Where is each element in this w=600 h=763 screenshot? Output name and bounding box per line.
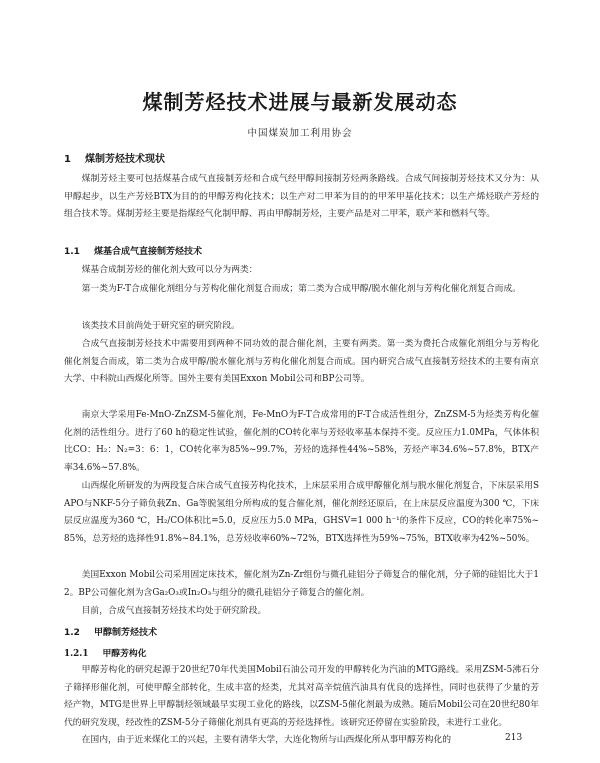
section-title: 甲醇制芳烃技术 [93, 628, 157, 638]
section-number: 1.2.1 [64, 649, 89, 659]
paragraph-domestic-research: 在国内，由于近来煤化工的兴起，主要有清华大学，大连化物所与山西煤化所从事甲醇芳构化的 [81, 735, 452, 745]
section-number: 1 [64, 154, 71, 165]
section-number: 1.2 [64, 628, 80, 638]
section-heading-1 [64, 150, 165, 165]
article-title: 煤制芳烃技术进展与最新发展动态 [142, 90, 458, 114]
paragraph-catalyst-types: 煤基合成制芳烃的催化剂大致可以分为两类： [81, 265, 258, 275]
page-number: 213 [505, 733, 523, 743]
paragraph-shanxi-institute: 山西煤化所研发的为两段复合床合成气直接芳构化技术，上床层采用合成甲醇催化剂与脱水催化剂复合，下床层采用SAPO与NKF-5分子筛负载Zn、Ga等脱氢组分所构成的复合催化剂，催化剂经还原后，在上床层反应温度为300 ℃，下床层反应温度为360 ℃，H₂/CO体积比=5.0，反应压力5.0 MPa，GHSV=1 000 h⁻¹的条件下反应，CO的转化率75%~85%，总芳烃的选择性91.8%~84.1%，总芳烃收率60%~72%，BTX选择性为59%~75%，BTX收率为42%~50%。 [64, 481, 539, 544]
section-heading-1-1 [64, 244, 202, 257]
author-organization: 中国煤炭加工利用协会 [247, 128, 353, 139]
section-number: 1.1 [64, 247, 80, 257]
section-title: 煤基合成气直接制芳烃技术 [93, 247, 202, 257]
paragraph-current-status: 目前，合成气直接制芳烃技术均处于研究阶段。 [81, 606, 267, 616]
paragraph-exxon-bp: 美国Exxon Mobil公司采用固定床技术，催化剂为Zn-Zr组份与微孔硅铝分子筛复合的催化剂，分子筛的硅铝比大于12。BP公司催化剂为含Ga₂O₃或In₂O₃与组分的微孔硅铝分子筛复合的催化剂。 [64, 570, 539, 598]
paragraph-intro: 煤制芳烃主要可包括煤基合成气直接制芳烃和合成气经甲醇间接制芳烃两条路线。合成气间接制芳烃技术又分为：从甲醇起步，以生产芳烃BTX为目的的甲醇芳构化技术；以生产对二甲苯为目的的甲苯甲基化技术；以生产烯烃联产芳烃的组合技术等。煤制芳烃主要是指煤经气化制甲醇、再由甲醇制芳烃，主要产品是对二甲苯，联产苯和燃料气等。 [64, 174, 539, 220]
paragraph-catalyst-classes: 第一类为F-T合成催化剂组分与芳构化催化剂复合而成；第二类为合成甲醇/脱水催化剂与芳构化催化剂复合而成。 [81, 284, 522, 294]
section-title: 煤制芳烃技术现状 [84, 154, 165, 165]
paragraph-mtg-history: 甲醇芳构化的研究起源于20世纪70年代美国Mobil石油公司开发的甲醇转化为汽油的MTG路线。采用ZSM-5沸石分子筛择形催化剂，可使甲醇全部转化，生成丰富的烃类，尤其对高辛烷值汽油具有优良的选择性，同时也获得了少量的芳烃产物，MTG是世界上甲醇制烃领域最早实现工业化的路线，以ZSM-5催化剂最为成熟。随后Mobil公司在20世纪80年代的研究发现，经改性的ZSM-5分子筛催化剂具有更高的芳烃选择性。该研究还停留在实验阶段，未进行工业化。 [64, 665, 539, 728]
section-heading-1-2-1 [64, 646, 147, 659]
section-title: 甲醇芳构化 [102, 649, 147, 659]
paragraph-research-stage: 该类技术目前尚处于研究室的研究阶段。 [81, 321, 240, 331]
paragraph-nanjing-university: 南京大学采用Fe-MnO-ZnZSM-5催化剂，Fe-MnO为F-T合成常用的F-T合成活性组分，ZnZSM-5为烃类芳构化催化剂的活性组分。进行了60 h的稳定性试验，催化剂的CO转化率与芳烃收率基本保持不变。反应压力1.0MPa，气体体积比CO：H₂：N₂=3：6：1，CO转化率为85%~99.7%，芳烃的选择性44%~58%，芳烃产率34.6%~57.8%，BTX产率34.6%~57.8%。 [64, 410, 539, 473]
paragraph-mixed-catalyst: 合成气直接制芳烃技术中需要用到两种不同功效的混合催化剂，主要有两类。第一类为费托合成催化剂组分与芳构化催化剂复合而成，第二类为合成甲醇/脱水催化剂与芳构化催化剂复合而成。国内研究合成气直接制芳烃技术的主要有南京大学、中科院山西煤化所等。国外主要有美国Exxon Mobil公司和BP公司等。 [64, 339, 539, 385]
section-heading-1-2 [64, 625, 157, 638]
